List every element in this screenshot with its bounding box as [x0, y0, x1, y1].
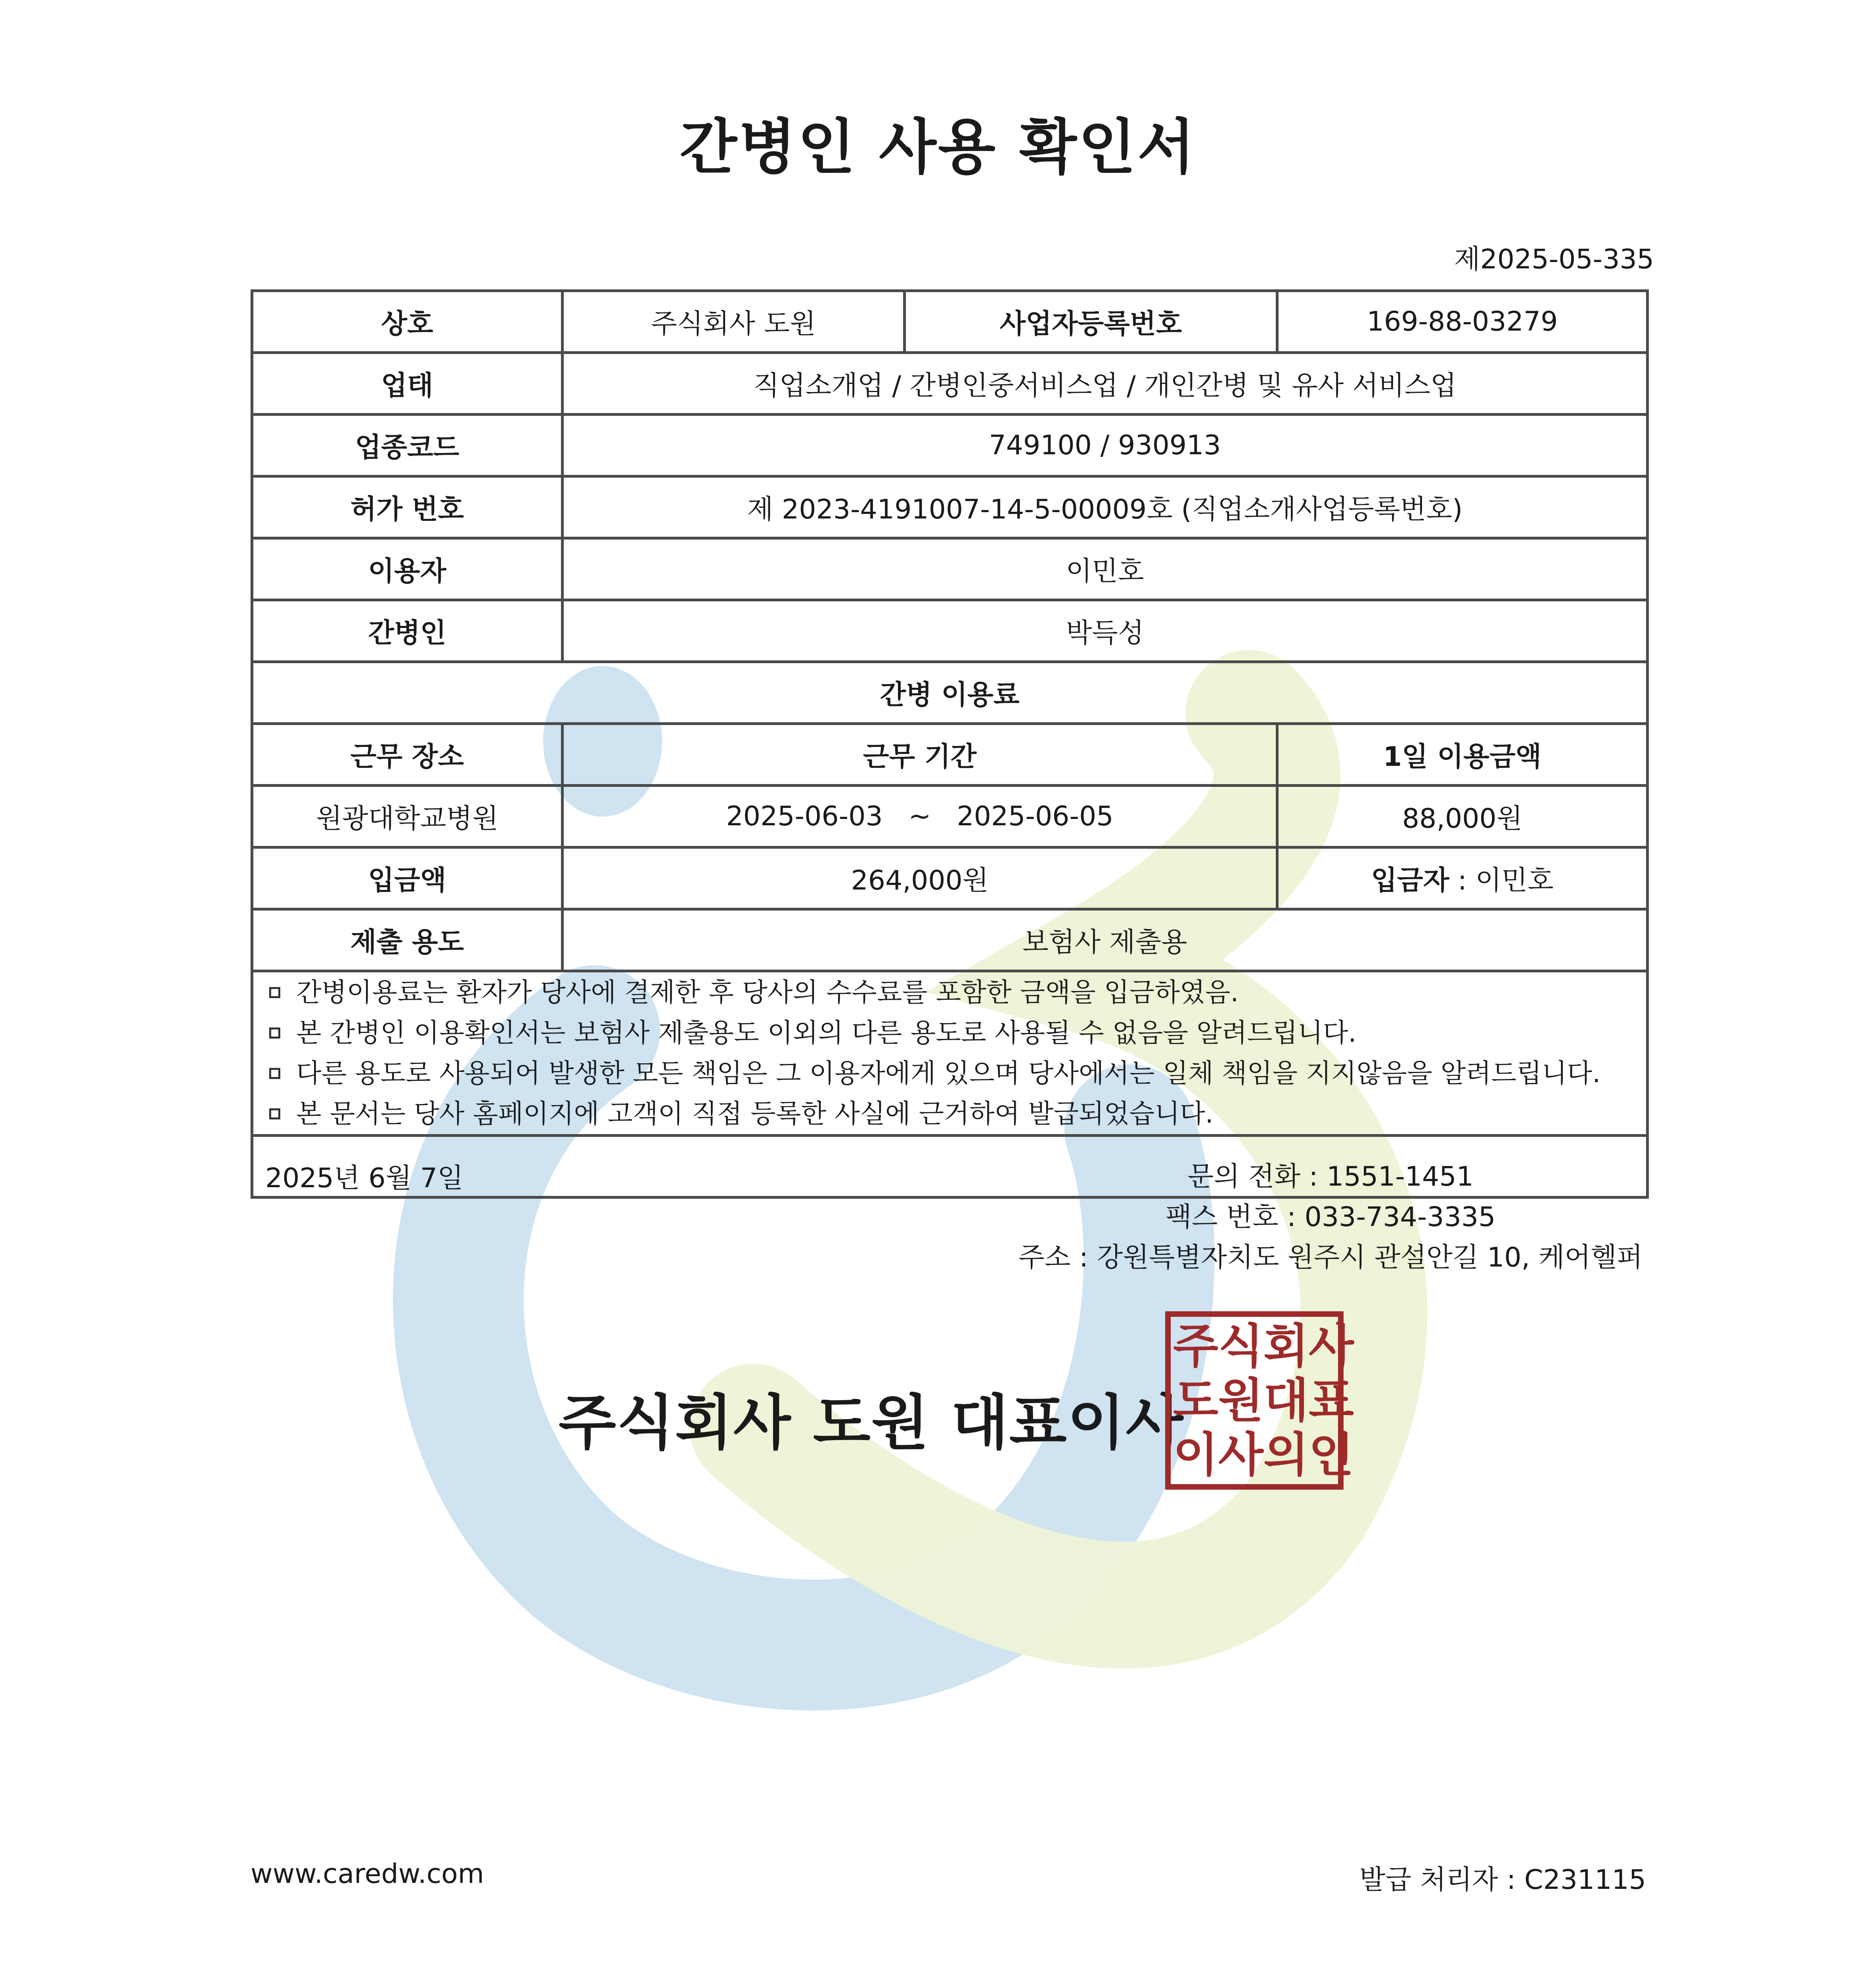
note-text: 다른 용도로 사용되어 발생한 모든 책임은 그 이용자에게 있으며 당사에서는 일체 책임을 지지않음을 알려드립니다.: [296, 1058, 1601, 1089]
industry-code-row: [252, 415, 1648, 476]
purpose-label: 제출 용도: [252, 909, 563, 971]
work-period-label: 근무 기간: [563, 724, 1277, 786]
license-label: 허가 번호: [252, 476, 563, 538]
issue-date: 2025년 6월 7일: [265, 1163, 463, 1194]
note-text: 본 문서는 당사 홈페이지에 고객이 직접 등록한 사실에 근거하여 발급되었습니다.: [296, 1098, 1214, 1129]
depositor-cell: [1277, 848, 1648, 909]
work-place: 원광대학교병원: [252, 786, 563, 848]
deposit-amount: 264,000원: [563, 848, 1277, 909]
note-item: [261, 972, 1638, 1013]
seal-character: 표: [1309, 1373, 1354, 1428]
company-row: [252, 291, 1648, 353]
seal-character: 대: [1263, 1373, 1309, 1428]
caregiver-row: [252, 600, 1648, 662]
address: 주소 : 강원특별자치도 원주시 관설안길 10, 케어헬퍼: [1018, 1242, 1643, 1273]
fee-section-title: 간병 이용료: [252, 662, 1648, 724]
seal-character: 의: [1263, 1427, 1309, 1482]
daily-amount-label: 1일 이용금액: [1277, 724, 1648, 786]
company-name: 주식회사 도원: [563, 291, 905, 353]
note-text: 본 간병인 이용확인서는 보험사 제출용도 이외의 다른 용도로 사용될 수 없음을 알려드립니다.: [296, 1018, 1357, 1048]
certificate-sheet: [251, 289, 1646, 1482]
license-row: [252, 476, 1648, 538]
contact-info: [1018, 1157, 1643, 1278]
depositor-name: 이민호: [1475, 865, 1554, 896]
fee-header-row: [252, 724, 1648, 786]
seal-character: 사: [1218, 1427, 1263, 1482]
industry-code-value: 749100 / 930913: [563, 415, 1648, 476]
footer-cell: [252, 1136, 1648, 1482]
user-row: [252, 538, 1648, 600]
business-type-label: 업태: [252, 353, 563, 415]
business-type-row: [252, 353, 1648, 415]
website: www.caredw.com: [251, 1858, 484, 1890]
daily-amount: 88,000원: [1277, 786, 1648, 848]
notes-row: [252, 971, 1648, 1136]
company-seal: [1165, 1311, 1354, 1490]
fee-section-row: [252, 662, 1648, 724]
reg-number-label: 사업자등록번호: [905, 291, 1277, 353]
seal-character: 이: [1173, 1427, 1218, 1482]
reg-number: 169-88-03279: [1277, 291, 1648, 353]
work-place-label: 근무 장소: [252, 724, 563, 786]
purpose-row: [252, 909, 1648, 971]
fax-number: 팩스 번호 : 033-734-3335: [1166, 1201, 1496, 1233]
work-period: 2025-06-03 ~ 2025-06-05: [563, 786, 1277, 848]
caregiver-value: 박득성: [563, 600, 1648, 662]
seal-character: 주: [1173, 1319, 1218, 1374]
issuer-id: 발급 처리자 : C231115: [1359, 1864, 1646, 1896]
note-text: 간병이용료는 환자가 당사에 결제한 후 당사의 수수료를 포함한 금액을 입금하였음.: [296, 977, 1239, 1008]
phone-number: 문의 전화 : 1551-1451: [1187, 1161, 1474, 1192]
square-bullet-icon: [269, 987, 280, 998]
seal-character: 사: [1309, 1319, 1354, 1374]
business-type-value: 직업소개업 / 간병인중서비스업 / 개인간병 및 유사 서비스업: [563, 353, 1648, 415]
depositor-label: 입금자: [1371, 865, 1449, 896]
note-item: [261, 1053, 1638, 1094]
footer-row: [252, 1136, 1648, 1198]
note-item: [261, 1013, 1638, 1053]
seal-character: 회: [1263, 1319, 1309, 1374]
seal-character: 원: [1218, 1373, 1263, 1428]
purpose-value: 보험사 제출용: [563, 909, 1648, 971]
user-value: 이민호: [563, 538, 1648, 600]
industry-code-label: 업종코드: [252, 415, 563, 476]
note-item: [261, 1094, 1638, 1134]
deposit-row: [252, 848, 1648, 909]
license-value: 제 2023-4191007-14-5-00009호 (직업소개사업등록번호): [563, 476, 1648, 538]
deposit-label: 입금액: [252, 848, 563, 909]
seal-character: 식: [1218, 1319, 1263, 1374]
seal-character: 도: [1173, 1373, 1218, 1428]
user-label: 이용자: [252, 538, 563, 600]
caregiver-label: 간병인: [252, 600, 563, 662]
seal-character: 인: [1309, 1427, 1354, 1482]
square-bullet-icon: [269, 1027, 280, 1039]
certificate-table: [251, 289, 1649, 1482]
document-title: 간병인 사용 확인서: [680, 113, 1196, 182]
notes-cell: [252, 971, 1648, 1136]
company-label: 상호: [252, 291, 563, 353]
depositor-separator: :: [1449, 865, 1476, 896]
ceo-signature-line: 주식회사 도원 대표이사: [559, 1389, 1184, 1458]
fee-value-row: [252, 786, 1648, 848]
document-number: 제2025-05-335: [1454, 244, 1654, 275]
square-bullet-icon: [269, 1108, 280, 1119]
square-bullet-icon: [269, 1068, 280, 1079]
